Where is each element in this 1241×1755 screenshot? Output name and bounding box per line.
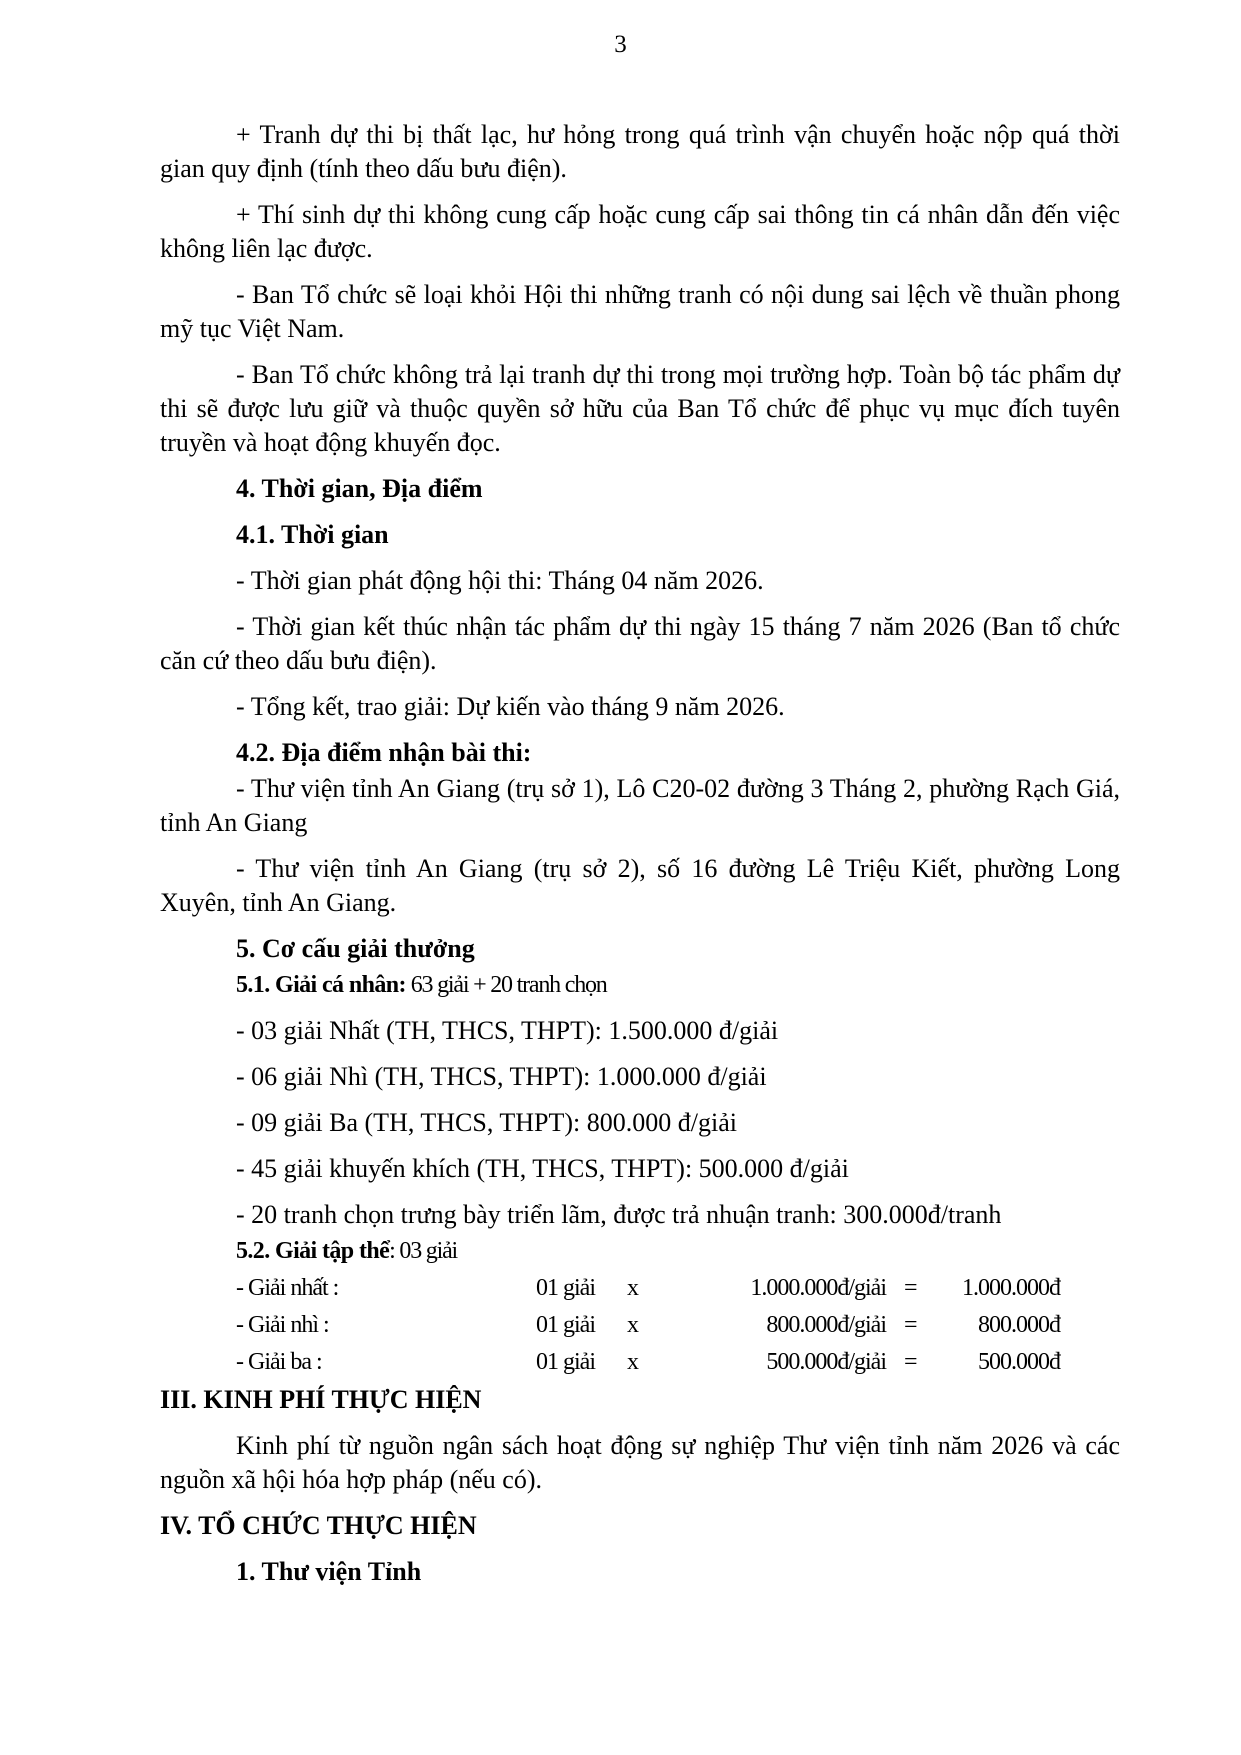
section-iv-heading: IV. TỔ CHỨC THỰC HIỆN — [160, 1511, 477, 1540]
individual-prize-item: - 20 tranh chọn trưng bày triển lãm, được trả nhuận tranh: 300.000đ/tranh — [236, 1200, 1002, 1229]
paragraph-lost-entries: + Tranh dự thi bị thất lạc, hư hỏng trong quá trình vận chuyển hoặc nộp quá thời gian quy định (tính theo dấu bưu điện). — [160, 120, 1120, 183]
location-item: - Thư viện tỉnh An Giang (trụ sở 1), Lô C20-02 đường 3 Tháng 2, phường Rạch Giá, tỉnh An Giang — [160, 774, 1120, 837]
paragraph-contact-info: + Thí sinh dự thi không cung cấp hoặc cung cấp sai thông tin cá nhân dẫn đến việc không liên lạc được. — [160, 200, 1120, 263]
section-iv-1-heading: 1. Thư viện Tỉnh — [236, 1557, 422, 1586]
individual-prize-item: - 45 giải khuyến khích (TH, THCS, THPT): 500.000 đ/giải — [236, 1154, 849, 1183]
group-prize-row — [236, 1344, 1120, 1381]
prize-unit-value: 500.000đ/giải — [766, 1349, 886, 1375]
group-prize-row — [236, 1270, 1120, 1307]
section-5-2-value: : 03 giải — [389, 1238, 457, 1264]
prize-unit-value: 800.000đ/giải — [766, 1312, 886, 1338]
section-5-1-label: 5.1. Giải cá nhân: — [236, 972, 406, 998]
page-number: 3 — [614, 31, 627, 58]
prize-total: 1.000.000đ — [962, 1275, 1060, 1301]
prize-unit-value: 1.000.000đ/giải — [750, 1275, 886, 1301]
group-prize-row — [236, 1307, 1120, 1344]
prize-equals: = — [904, 1312, 917, 1338]
document-body — [160, 118, 1120, 1601]
prize-qty: 01 giải — [536, 1275, 595, 1301]
funding-paragraph: Kinh phí từ nguồn ngân sách hoạt động sự nghiệp Thư viện tỉnh năm 2026 và các nguồn xã hội hóa hợp pháp (nếu có). — [160, 1431, 1120, 1494]
section-4-1-heading: 4.1. Thời gian — [236, 520, 389, 549]
section-5-1-heading — [160, 968, 1120, 1002]
prize-name: - Giải nhất : — [236, 1275, 339, 1301]
prize-multiply: x — [627, 1275, 638, 1301]
group-prize-table — [236, 1270, 1120, 1381]
prize-total: 500.000đ — [978, 1349, 1060, 1375]
section-4-heading: 4. Thời gian, Địa điểm — [236, 474, 483, 503]
paragraph-ownership: - Ban Tổ chức không trả lại tranh dự thi trong mọi trường hợp. Toàn bộ tác phẩm dự thi sẽ được lưu giữ và thuộc quyền sở hữu của Ban Tổ chức để phục vụ mục đích tuyên truyền và hoạt động khuyến đọc. — [160, 360, 1120, 457]
time-item: - Tổng kết, trao giải: Dự kiến vào tháng 9 năm 2026. — [236, 692, 785, 721]
paragraph-disqualify: - Ban Tổ chức sẽ loại khỏi Hội thi những tranh có nội dung sai lệch về thuần phong mỹ tục Việt Nam. — [160, 280, 1120, 343]
prize-qty: 01 giải — [536, 1349, 595, 1375]
section-5-2-label: 5.2. Giải tập thể — [236, 1238, 390, 1264]
prize-equals: = — [904, 1349, 917, 1375]
prize-name: - Giải nhì : — [236, 1312, 329, 1338]
location-item: - Thư viện tỉnh An Giang (trụ sở 2), số 16 đường Lê Triệu Kiết, phường Long Xuyên, tỉnh An Giang. — [160, 854, 1120, 917]
section-5-1-value: 63 giải + 20 tranh chọn — [405, 972, 607, 998]
prize-total: 800.000đ — [978, 1312, 1060, 1338]
prize-name: - Giải ba : — [236, 1349, 322, 1375]
prize-qty: 01 giải — [536, 1312, 595, 1338]
section-5-heading: 5. Cơ cấu giải thưởng — [236, 934, 475, 963]
individual-prize-item: - 06 giải Nhì (TH, THCS, THPT): 1.000.000 đ/giải — [236, 1062, 767, 1091]
individual-prize-item: - 09 giải Ba (TH, THCS, THPT): 800.000 đ/giải — [236, 1108, 737, 1137]
prize-multiply: x — [627, 1312, 638, 1338]
prize-equals: = — [904, 1275, 917, 1301]
prize-multiply: x — [627, 1349, 638, 1375]
section-5-2-heading — [160, 1234, 1120, 1268]
section-4-2-heading: 4.2. Địa điểm nhận bài thi: — [236, 738, 532, 767]
individual-prize-item: - 03 giải Nhất (TH, THCS, THPT): 1.500.000 đ/giải — [236, 1016, 779, 1045]
time-item: - Thời gian phát động hội thi: Tháng 04 năm 2026. — [236, 566, 764, 595]
section-iii-heading: III. KINH PHÍ THỰC HIỆN — [160, 1385, 482, 1414]
time-item: - Thời gian kết thúc nhận tác phẩm dự thi ngày 15 tháng 7 năm 2026 (Ban tổ chức căn cứ theo dấu bưu điện). — [160, 612, 1120, 675]
